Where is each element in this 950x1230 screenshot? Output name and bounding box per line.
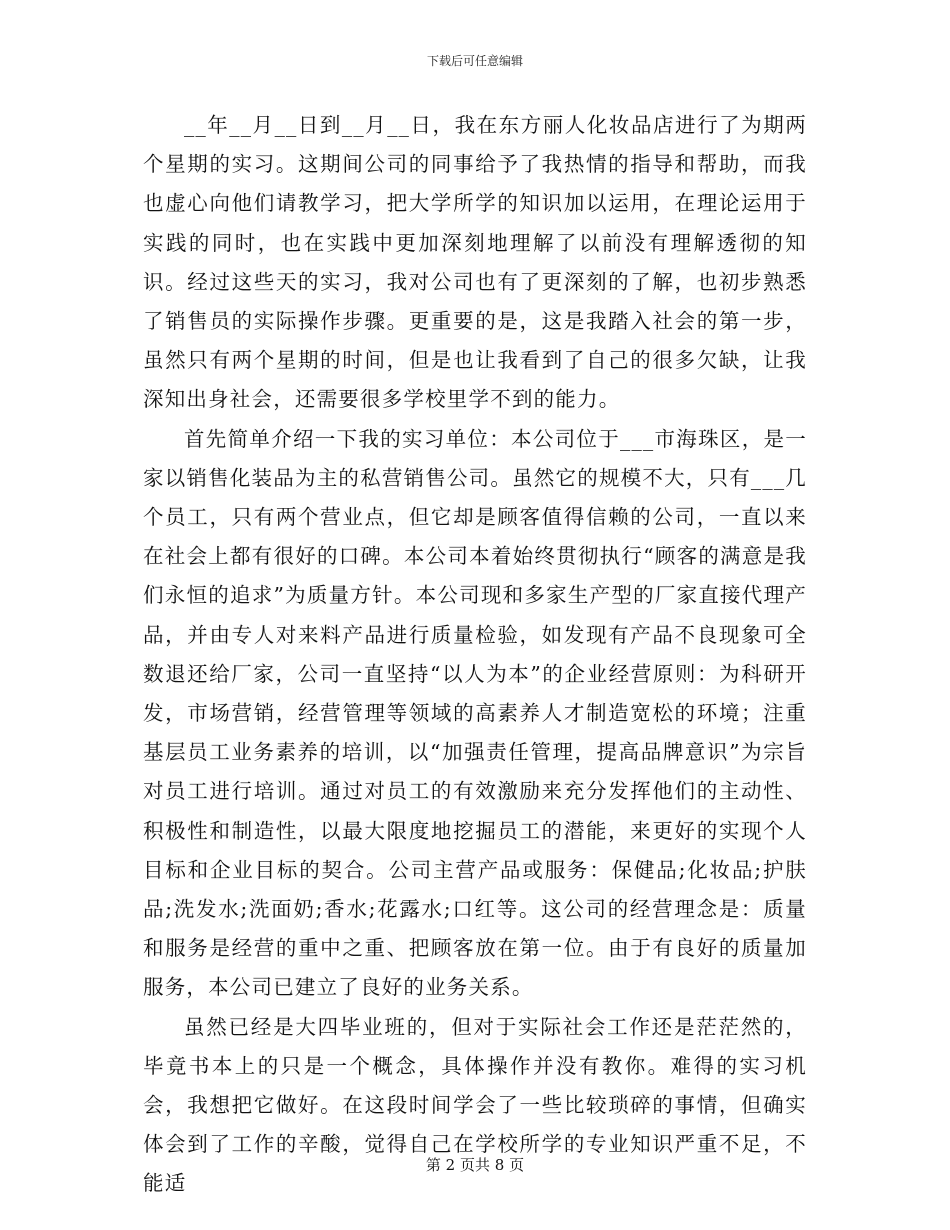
paragraph-1: __年__月__日到__月__日，我在东方丽人化妆品店进行了为期两个星期的实习。这期间公司的同事给予了我热情的指导和帮助，而我也虚心向他们请教学习，把大学所学的知识加以运用，在理论运用于实践的同时，也在实践中更加深刻地理解了以前没有理解透彻的知识。经过这些天的实习，我对公司也有了更深刻的了解，也初步熟悉了销售员的实际操作步骤。更重要的是，这是我踏入社会的第一步，虽然只有两个星期的时间，但是也让我看到了自己的很多欠缺，让我深知出身社会，还需要很多学校里学不到的能力。 — [143, 113, 807, 412]
paragraph-3: 虽然已经是大四毕业班的，但对于实际社会工作还是茫茫然的，毕竟书本上的只是一个概念，具体操作并没有教你。难得的实习机会，我想把它做好。在这段时间学会了一些比较琐碎的事情，但确实体会到了工作的辛酸，觉得自己在学校所学的专业知识严重不足，不能适 — [143, 1014, 807, 1196]
paragraph-2: 首先简单介绍一下我的实习单位：本公司位于___市海珠区，是一家以销售化装品为主的私营销售公司。虽然它的规模不大，只有___几个员工，只有两个营业点，但它却是顾客值得信赖的公司，一直以来在社会上都有很好的口碑。本公司本着始终贯彻执行“顾客的满意是我们永恒的追求”为质量方针。本公司现和多家生产型的厂家直接代理产品，并由专人对来料产品进行质量检验，如发现有产品不良现象可全数退还给厂家，公司一直坚持“以人为本”的企业经营原则：为科研开发，市场营销，经营管理等领域的高素养人才制造宽松的环境；注重基层员工业务素养的培训，以“加强责任管理，提高品牌意识”为宗旨对员工进行培训。通过对员工的有效激励来充分发挥他们的主动性、积极性和制造性，以最大限度地挖掘员工的潜能，来更好的实现个人目标和企业目标的契合。公司主营产品或服务：保健品;化妆品;护肤品;洗发水;洗面奶;香水;花露水;口红等。这公司的经营理念是：质量和服务是经营的重中之重、把顾客放在第一位。由于有良好的质量加服务，本公司已建立了良好的业务关系。 — [143, 426, 807, 1000]
page-footer: 第 2 页共 8 页 — [425, 1156, 525, 1174]
page-header: 下载后可任意编辑 — [426, 54, 523, 68]
document-body — [143, 106, 807, 1204]
